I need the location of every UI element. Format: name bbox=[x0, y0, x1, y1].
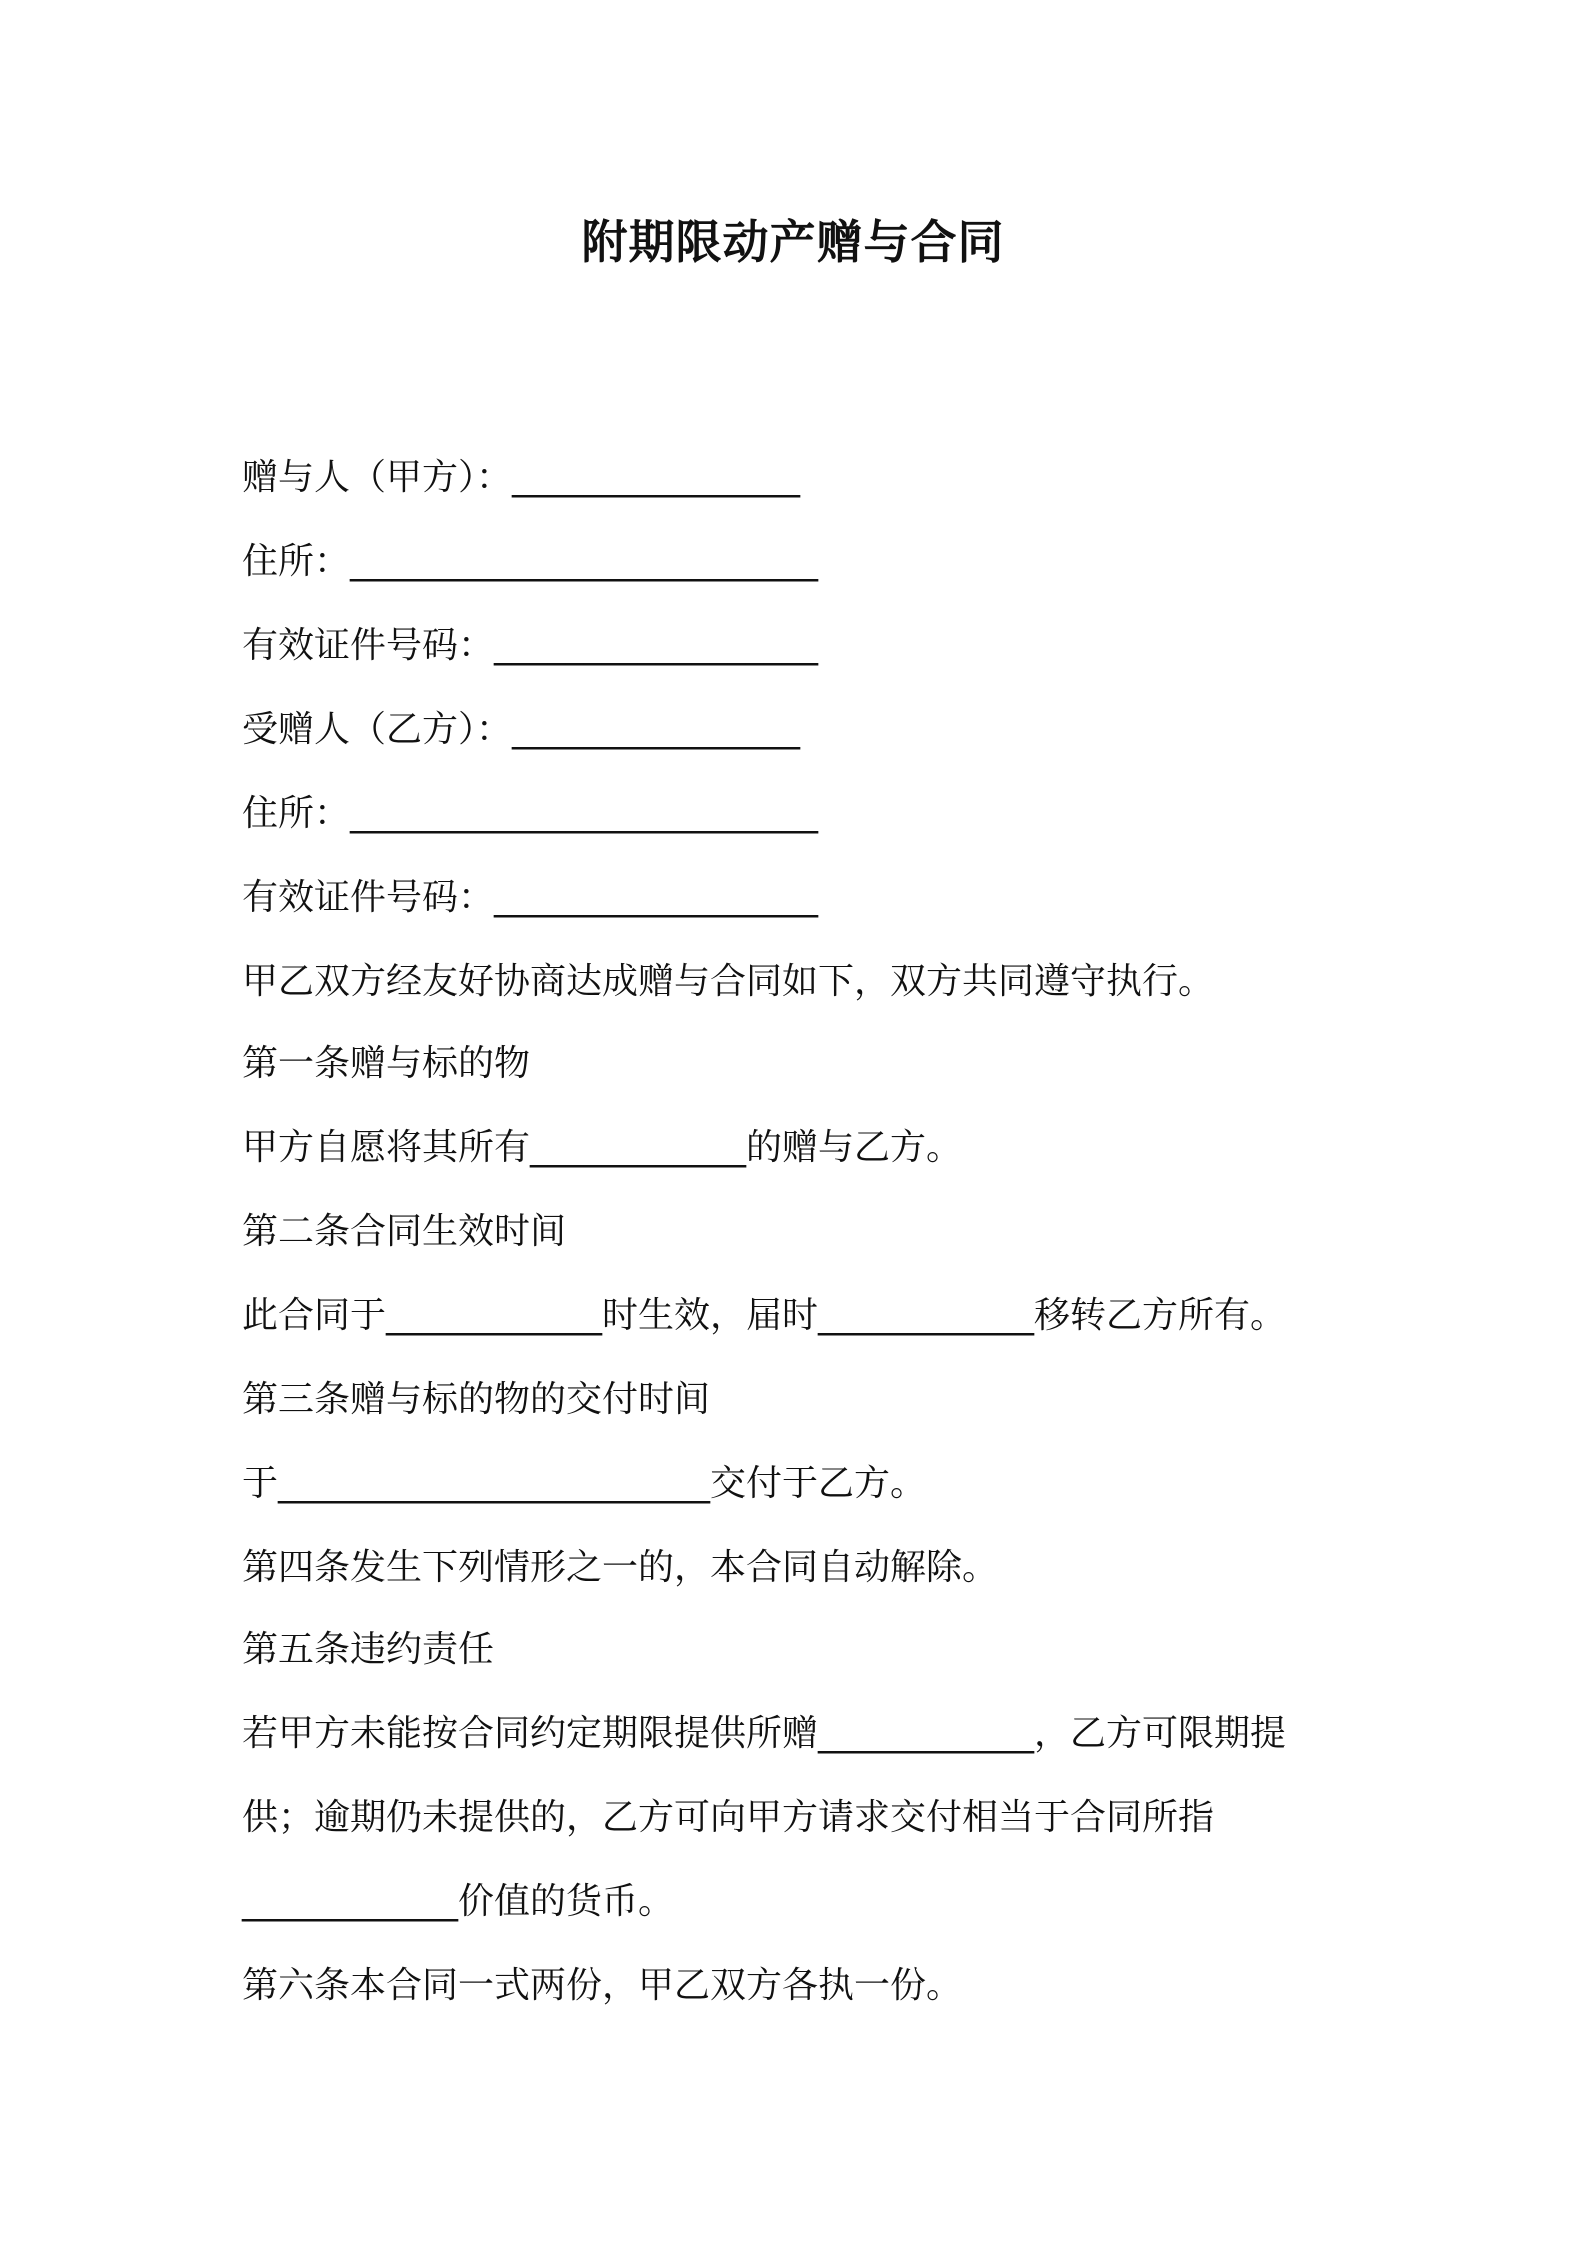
article-5-heading: 第五条违约责任 bbox=[242, 1629, 495, 1670]
donor-id-line: 有效证件号码：__________________ bbox=[242, 625, 819, 666]
donee-name-line: 受赠人（乙方）：________________ bbox=[242, 709, 801, 750]
article-2-body: 此合同于____________时生效，届时____________移转乙方所有。 bbox=[242, 1295, 1287, 1336]
article-5-body-line-2: 供；逾期仍未提供的，乙方可向甲方请求交付相当于合同所指 bbox=[242, 1797, 1215, 1838]
article-4-heading: 第四条发生下列情形之一的，本合同自动解除。 bbox=[242, 1547, 999, 1588]
article-2-heading: 第二条合同生效时间 bbox=[242, 1211, 567, 1252]
article-1-heading: 第一条赠与标的物 bbox=[242, 1043, 531, 1084]
donor-name-line: 赠与人（甲方）：________________ bbox=[242, 457, 801, 498]
donee-id-line: 有效证件号码：__________________ bbox=[242, 877, 819, 918]
article-5-body-line-1: 若甲方未能按合同约定期限提供所赠____________，乙方可限期提 bbox=[242, 1713, 1287, 1754]
donor-address-line: 住所：__________________________ bbox=[242, 541, 819, 582]
article-5-body-line-3: ____________价值的货币。 bbox=[242, 1881, 675, 1922]
donee-address-line: 住所：__________________________ bbox=[242, 793, 819, 834]
article-3-heading: 第三条赠与标的物的交付时间 bbox=[242, 1379, 711, 1420]
article-6-line: 第六条本合同一式两份，甲乙双方各执一份。 bbox=[242, 1965, 963, 2006]
document-title: 附期限动产赠与合同 bbox=[581, 215, 1005, 269]
article-3-body: 于________________________交付于乙方。 bbox=[242, 1463, 927, 1504]
preamble-line: 甲乙双方经友好协商达成赠与合同如下，双方共同遵守执行。 bbox=[242, 961, 1215, 1002]
article-1-body: 甲方自愿将其所有____________的赠与乙方。 bbox=[242, 1127, 963, 1168]
